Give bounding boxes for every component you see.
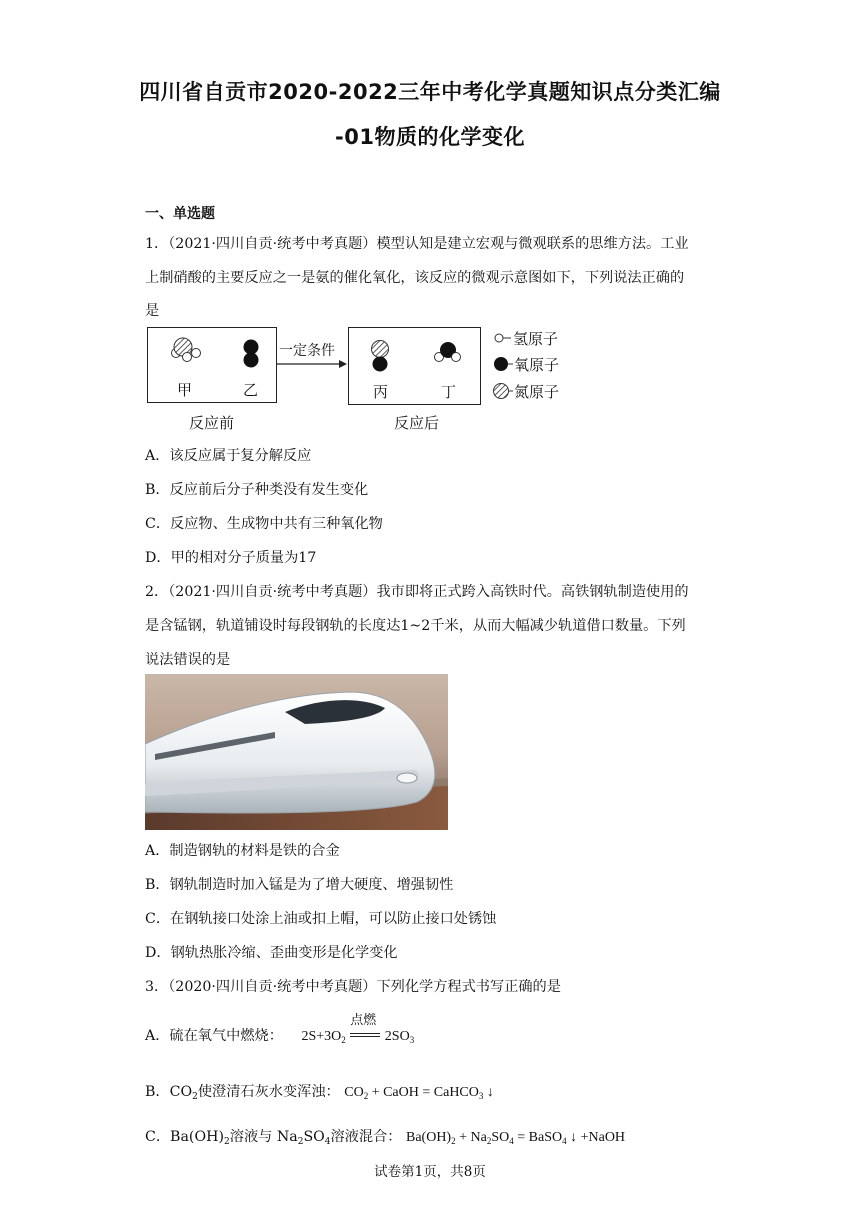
q1-stem-line2: 上制硝酸的主要反应之一是氨的催化氧化，该反应的微观示意图如下，下列说法正确的: [145, 270, 685, 286]
label-yi: 乙: [243, 381, 259, 399]
water-molecule: [435, 342, 461, 362]
label-after: 反应后: [394, 414, 440, 432]
q1-option-c: C．反应物、生成物中共有三种氧化物: [145, 516, 383, 532]
q3-option-c-equation: $Ba(OH)_2 + Na_2SO_4$ = BaSO$_4$ ↓ +NaOH: [406, 1130, 626, 1146]
legend-n-icon: [494, 384, 514, 399]
q2-option-a: A．制造钢轨的材料是铁的合金: [145, 843, 340, 859]
ammonia-molecule: [172, 338, 201, 362]
label-ding: 丁: [441, 383, 457, 401]
train-image: [145, 674, 448, 830]
doc-title-line1: 四川省自贡市2020-2022三年中考化学真题知识点分类汇编: [139, 80, 721, 104]
q2-stem-line2: 是含锰钢，轨道铺设时每段钢轨的长度达1~2千米，从而大幅减少轨道借口数量。下列: [145, 618, 686, 634]
q1-stem-line1: 1．（2021·四川自贡·统考中考真题）模型认知是建立宏观与微观联系的思维方法。工业: [145, 236, 689, 252]
q3-option-a-text: A．硫在氧气中燃烧：: [145, 1028, 283, 1044]
q1-option-d: D．甲的相对分子质量为17: [145, 550, 317, 566]
label-jia: 甲: [177, 381, 193, 399]
q2-stem-line3: 说法错误的是: [145, 652, 231, 668]
q3-option-c: C．$Ba(OH)_2$溶液与 $Na_2SO_4$溶液混合： $Ba(OH)_2 + Na_2SO_4$ = BaSO$_4$ ↓ +NaOH: [145, 1129, 626, 1147]
reaction-diagram: [145, 326, 595, 438]
q1-option-a: A．该反应属于复分解反应: [145, 448, 312, 464]
no-molecule: [372, 341, 389, 372]
q3-option-a-equation: $2S+3O_2$: [301, 1029, 346, 1045]
label-bing: 丙: [373, 383, 389, 401]
section-heading: 一、单选题: [145, 206, 215, 222]
q3-option-a: A．硫在氧气中燃烧： $2S+3O_2$ 点燃 $2SO_3$: [145, 1013, 415, 1045]
doc-title-line2: -01物质的化学变化: [335, 125, 525, 149]
q3-option-b-equation: $CO_2$ + CaOH = CaHCO$_3$ ↓: [344, 1085, 494, 1101]
oxygen-molecule: [244, 340, 259, 368]
q2-stem-line1: 2．（2021·四川自贡·统考中考真题）我市即将正式跨入高铁时代。高铁钢轨制造使用的: [145, 584, 689, 600]
q2-option-c: C．在钢轨接口处涂上油或扣上帽，可以防止接口处锈蚀: [145, 911, 497, 927]
condition-equals: 点燃: [350, 1029, 380, 1043]
q2-option-b: B．钢轨制造时加入锰是为了增大硬度、增强韧性: [145, 877, 454, 893]
legend-o-label: 氧原子: [514, 356, 560, 374]
page-footer: 试卷第1页，共8页: [374, 1164, 486, 1180]
legend-h-label: 氢原子: [513, 330, 559, 348]
label-before: 反应前: [189, 414, 235, 432]
q2-option-d: D．钢轨热胀冷缩、歪曲变形是化学变化: [145, 945, 398, 961]
legend-n-label: 氮原子: [514, 383, 560, 401]
q3-option-b: B．$CO_2$使澄清石灰水变浑浊： $CO_2$ + CaOH = CaHCO$_3$ ↓: [145, 1084, 494, 1102]
legend-o-icon: [494, 357, 513, 371]
q1-option-b: B．反应前后分子种类没有发生变化: [145, 482, 369, 498]
arrow-condition-label: 一定条件: [279, 343, 335, 359]
q3-stem: 3．（2020·四川自贡·统考中考真题）下列化学方程式书写正确的是: [145, 979, 561, 995]
legend-h-icon: [495, 334, 511, 342]
q1-stem-line3: 是: [145, 303, 160, 319]
